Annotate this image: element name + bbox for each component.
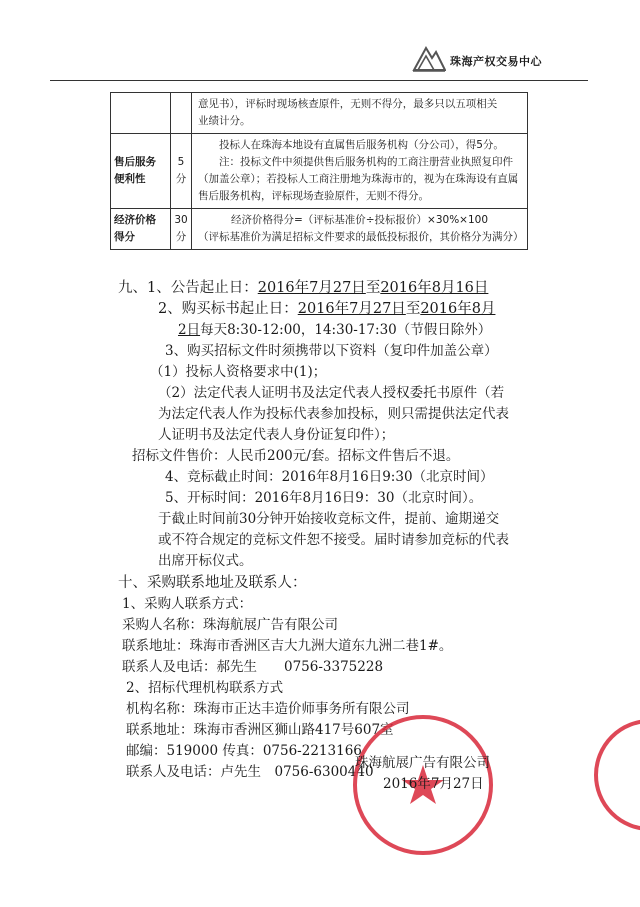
signing-company: 珠海航展广告有限公司: [355, 755, 490, 771]
period-start: 2016年7月27日: [297, 301, 406, 317]
item-label: 售后服务: [114, 156, 156, 168]
period-label: 九、1、公告起止日：: [118, 280, 258, 296]
buyer-address: 联系地址：珠海市香洲区吉大九洲大道东九洲二巷1#。: [122, 638, 453, 654]
tender-price: 招标文件售价：人民币200元/套。招标文件售后不退。: [132, 448, 460, 464]
agent-contact: 联系人及电话：卢先生 0756-6300440: [126, 764, 374, 780]
item-cell: [111, 93, 171, 134]
score-value: 5: [177, 156, 185, 168]
desc-cell: [192, 134, 528, 209]
desc-note: 注：投标文件中须提供售后服务机构的工商注册营业执照复印件（加盖公章）；若投标人工商注册地为珠海市的，视为在珠海设有直属售后服务机构，评标现场查验原件，无则不得分。: [198, 156, 519, 202]
desc-line: 业绩计分。: [198, 115, 251, 127]
buyer-name: 采购人名称：珠海航展广告有限公司: [122, 617, 338, 633]
agent-address: 联系地址：珠海市香洲区狮山路417号607室: [126, 722, 394, 738]
score-cell: [171, 134, 192, 209]
org-name: 珠海产权交易中心: [450, 55, 542, 68]
item-label: 经济价格: [114, 214, 156, 226]
tender-purchase-period: [158, 297, 495, 318]
price-note: （评标基准价为满足招标文件要求的最低投标报价，其价格分为满分）: [198, 231, 524, 243]
page-header: [0, 0, 640, 80]
desc-cell: [192, 209, 528, 250]
announcement-period: [118, 276, 488, 297]
period-end: 2016年8月: [420, 301, 496, 317]
table-row: [111, 93, 528, 134]
doc-item-1: （1）投标人资格要求中(1)；: [150, 364, 327, 380]
signing-date: 2016年7月27日: [383, 776, 484, 792]
period-end: 2016年8月16日: [380, 280, 489, 296]
period-label: 2、购买标书起止日：: [158, 301, 298, 317]
desc-cell: [192, 93, 528, 134]
purchase-hours: [178, 318, 491, 338]
desc-line: 意见书），评标时现场核查原件，无则不得分，最多只以五项相关: [198, 98, 498, 110]
buyer-contact-title: 1、采购人联系方式：: [122, 596, 253, 612]
score-cell: [171, 93, 192, 134]
item-cell: [111, 134, 171, 209]
period-to: 至: [405, 301, 421, 317]
item-label: 便利性: [114, 173, 146, 185]
score-cell: [171, 209, 192, 250]
header-divider: [50, 80, 588, 81]
period-to: 至: [365, 280, 381, 296]
price-formula: 经济价格得分=（评标基准价÷投标报价）×30%×100: [230, 214, 489, 226]
agent-contact-title: 2、招标代理机构联系方式: [126, 680, 284, 696]
period-start: 2016年7月27日: [257, 280, 366, 296]
scoring-table: [110, 92, 528, 250]
score-unit: 分: [175, 173, 187, 185]
doc-item-2-cont: 为法定代表人作为投标代表参加投标，则只需提供法定代表: [158, 406, 509, 422]
partial-seal-icon: [590, 715, 640, 835]
hours-text: 每天8:30-12:00，14:30-17:30（节假日除外）: [200, 322, 492, 338]
exchange-logo-icon: [412, 44, 446, 74]
item-cell: [111, 209, 171, 250]
bid-receipt-note: 于截止时间前30分钟开始接收竞标文件，提前、逾期递交: [158, 511, 500, 527]
bid-receipt-note-cont: 或不符合规定的竞标文件恕不接受。届时请参加竞标的代表: [158, 532, 509, 548]
item-label: 得分: [114, 231, 135, 243]
buyer-contact: 联系人及电话：郝先生 0756-3375228: [122, 659, 384, 675]
bid-receipt-note-cont: 出席开标仪式。: [158, 553, 253, 569]
doc-item-2: （2）法定代表人证明书及法定代表人授权委托书原件（若: [158, 385, 505, 401]
doc-item-2-cont: 人证明书及法定代表人身份证复印件）；: [158, 427, 395, 443]
desc-line: 投标人在珠海本地设有直属售后服务机构（分公司），得5分。: [219, 139, 504, 151]
score-value: 30: [174, 214, 188, 226]
table-row: [111, 209, 528, 250]
required-docs: 3、购买招标文件时须携带以下资料（复印件加盖公章）: [165, 343, 498, 359]
agent-postcode-fax: 邮编：519000 传真：0756-2213166: [126, 743, 362, 759]
bid-opening-time: 5、开标时间：2016年8月16日9：30（北京时间）。: [165, 490, 483, 506]
section-10-title: 十、采购联系地址及联系人：: [118, 575, 307, 591]
table-row: [111, 134, 528, 209]
agent-name: 机构名称：珠海市正达丰造价师事务所有限公司: [126, 701, 410, 717]
score-unit: 分: [175, 231, 187, 243]
period-end-day: 2日: [178, 322, 201, 338]
bid-deadline: 4、竞标截止时间：2016年8月16日9:30（北京时间）: [165, 469, 494, 485]
